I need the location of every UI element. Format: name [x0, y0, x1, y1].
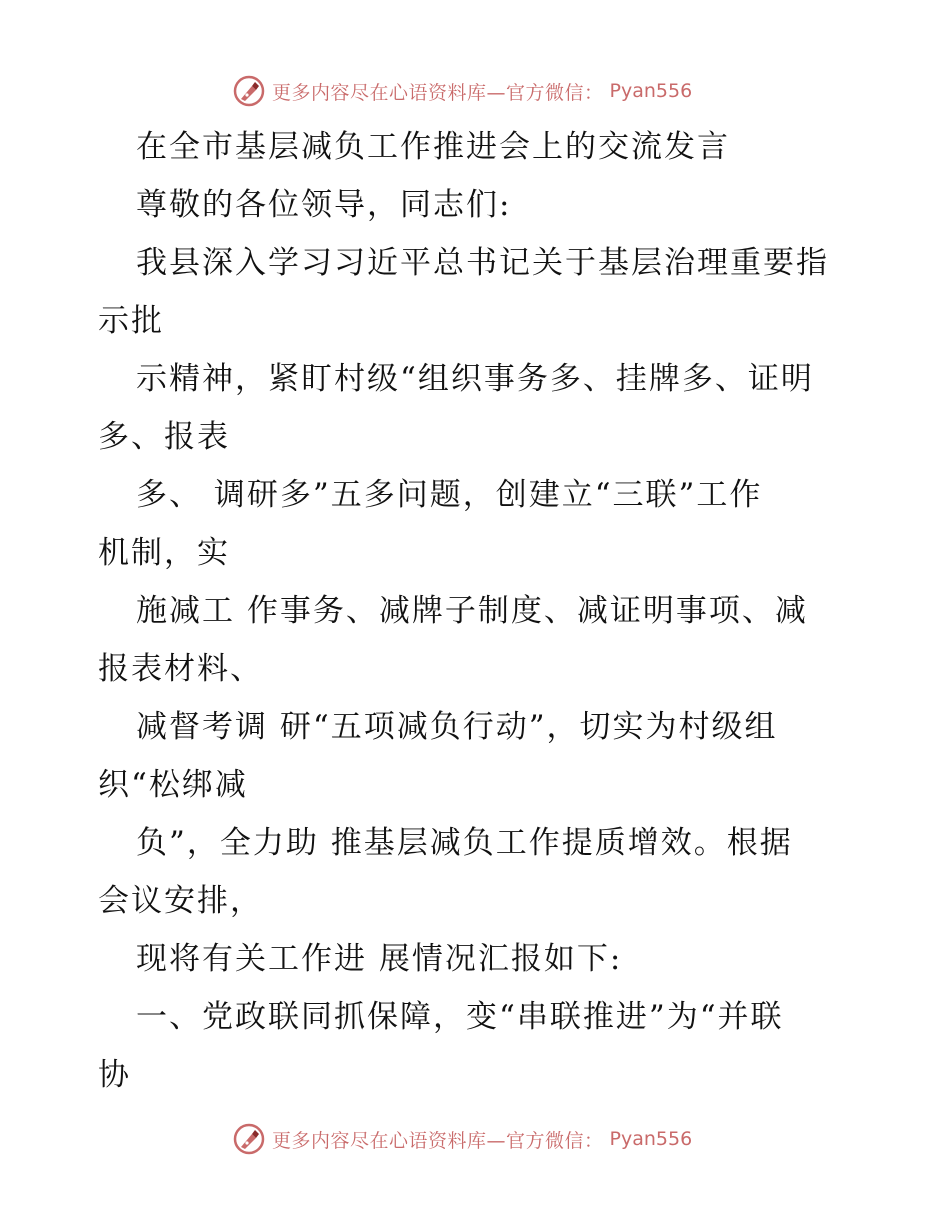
- footer-watermark: [232, 1120, 692, 1158]
- document-title: 在全市基层减负工作推进会上的交流发言: [136, 129, 730, 165]
- body-line: 多、 调研多”五多问题，创建立“三联”工作: [136, 477, 763, 513]
- salutation-line: 尊敬的各位领导，同志们:: [136, 187, 512, 223]
- body-line: 会议安排，: [98, 883, 263, 919]
- body-line: 协: [98, 1057, 131, 1093]
- body-line: 报表材料、: [98, 651, 263, 687]
- section-heading: 一、党政联同抓保障，变“串联推进”为“并联: [136, 999, 784, 1035]
- body-line: 机制，实: [98, 535, 230, 571]
- body-line: 减督考调 研“五项减负行动”，切实为村级组: [136, 709, 778, 745]
- pen-nib-seal-icon: [232, 1122, 266, 1156]
- body-line: 负”，全力助 推基层减负工作提质增效。根据: [136, 825, 793, 861]
- body-line: 施减工 作事务、减牌子制度、减证明事项、减: [136, 593, 808, 629]
- body-line: 示精神，紧盯村级“组织事务多、挂牌多、证明: [136, 361, 814, 397]
- header-watermark: [232, 72, 692, 110]
- watermark-text: 更多内容尽在心语资料库—官方微信：: [272, 81, 604, 104]
- pen-nib-seal-icon: [232, 74, 266, 108]
- body-line: 织“松绑减: [98, 767, 248, 803]
- watermark-wechat-id: Pyan556: [609, 1128, 693, 1150]
- watermark-wechat-id: Pyan556: [609, 80, 693, 102]
- document-body: [98, 118, 858, 1104]
- watermark-text: 更多内容尽在心语资料库—官方微信：: [272, 1129, 604, 1152]
- body-line: 现将有关工作进 展情况汇报如下:: [136, 941, 623, 977]
- body-line: 多、报表: [98, 419, 230, 455]
- body-line: 我县深入学习习近平总书记关于基层治理重要指: [136, 245, 829, 281]
- body-line: 示批: [98, 303, 164, 339]
